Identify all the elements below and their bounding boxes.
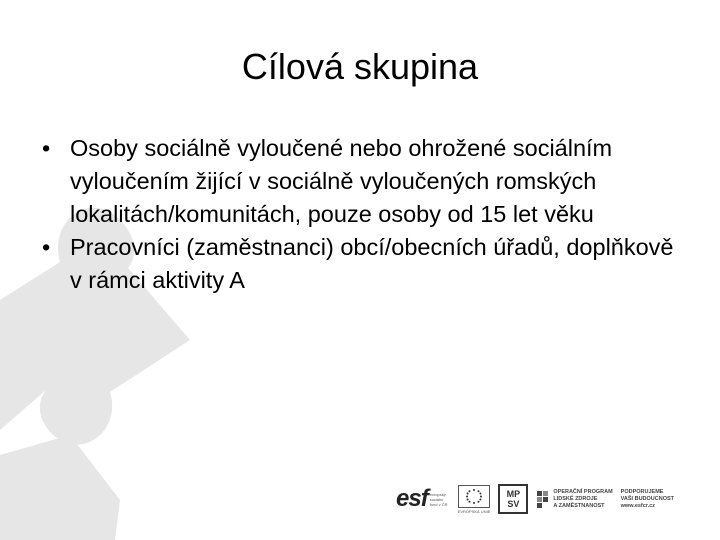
esf-caption: evropský sociální fond v ČR <box>429 491 448 507</box>
slide-title: Cílová skupina <box>241 46 479 87</box>
mpsv-logo: MP SV <box>498 484 528 514</box>
footer-logos <box>396 482 696 516</box>
op-icon <box>536 489 550 509</box>
eu-logo <box>458 485 491 514</box>
bullet-item: • Pracovníci (zaměstnanci) obcí/obecních úřadů, doplňkově v rámci aktivity A <box>40 231 680 297</box>
eu-flag-icon <box>458 485 490 508</box>
esf-mark: esf <box>396 485 428 512</box>
eu-label: EVROPSKÁ UNIE <box>457 508 491 514</box>
bullet-list <box>40 132 680 297</box>
esf-logo <box>396 485 450 513</box>
bullet-item: • Osoby sociálně vyloučené nebo ohrožené sociálním vyloučením žijící v sociálně vyloučených romských lokalitách/komunitách, pouze osoby od 15 let věku <box>40 132 680 231</box>
op-lzz-text: OPERAČNÍ PROGRAM LIDSKÉ ZDROJE A ZAMĚSTNANOST <box>553 488 613 509</box>
op-lzz-logo <box>536 489 612 510</box>
support-slogan: PODPORUJEME VAŠI BUDOUCNOST www.esfcr.cz <box>620 488 675 509</box>
